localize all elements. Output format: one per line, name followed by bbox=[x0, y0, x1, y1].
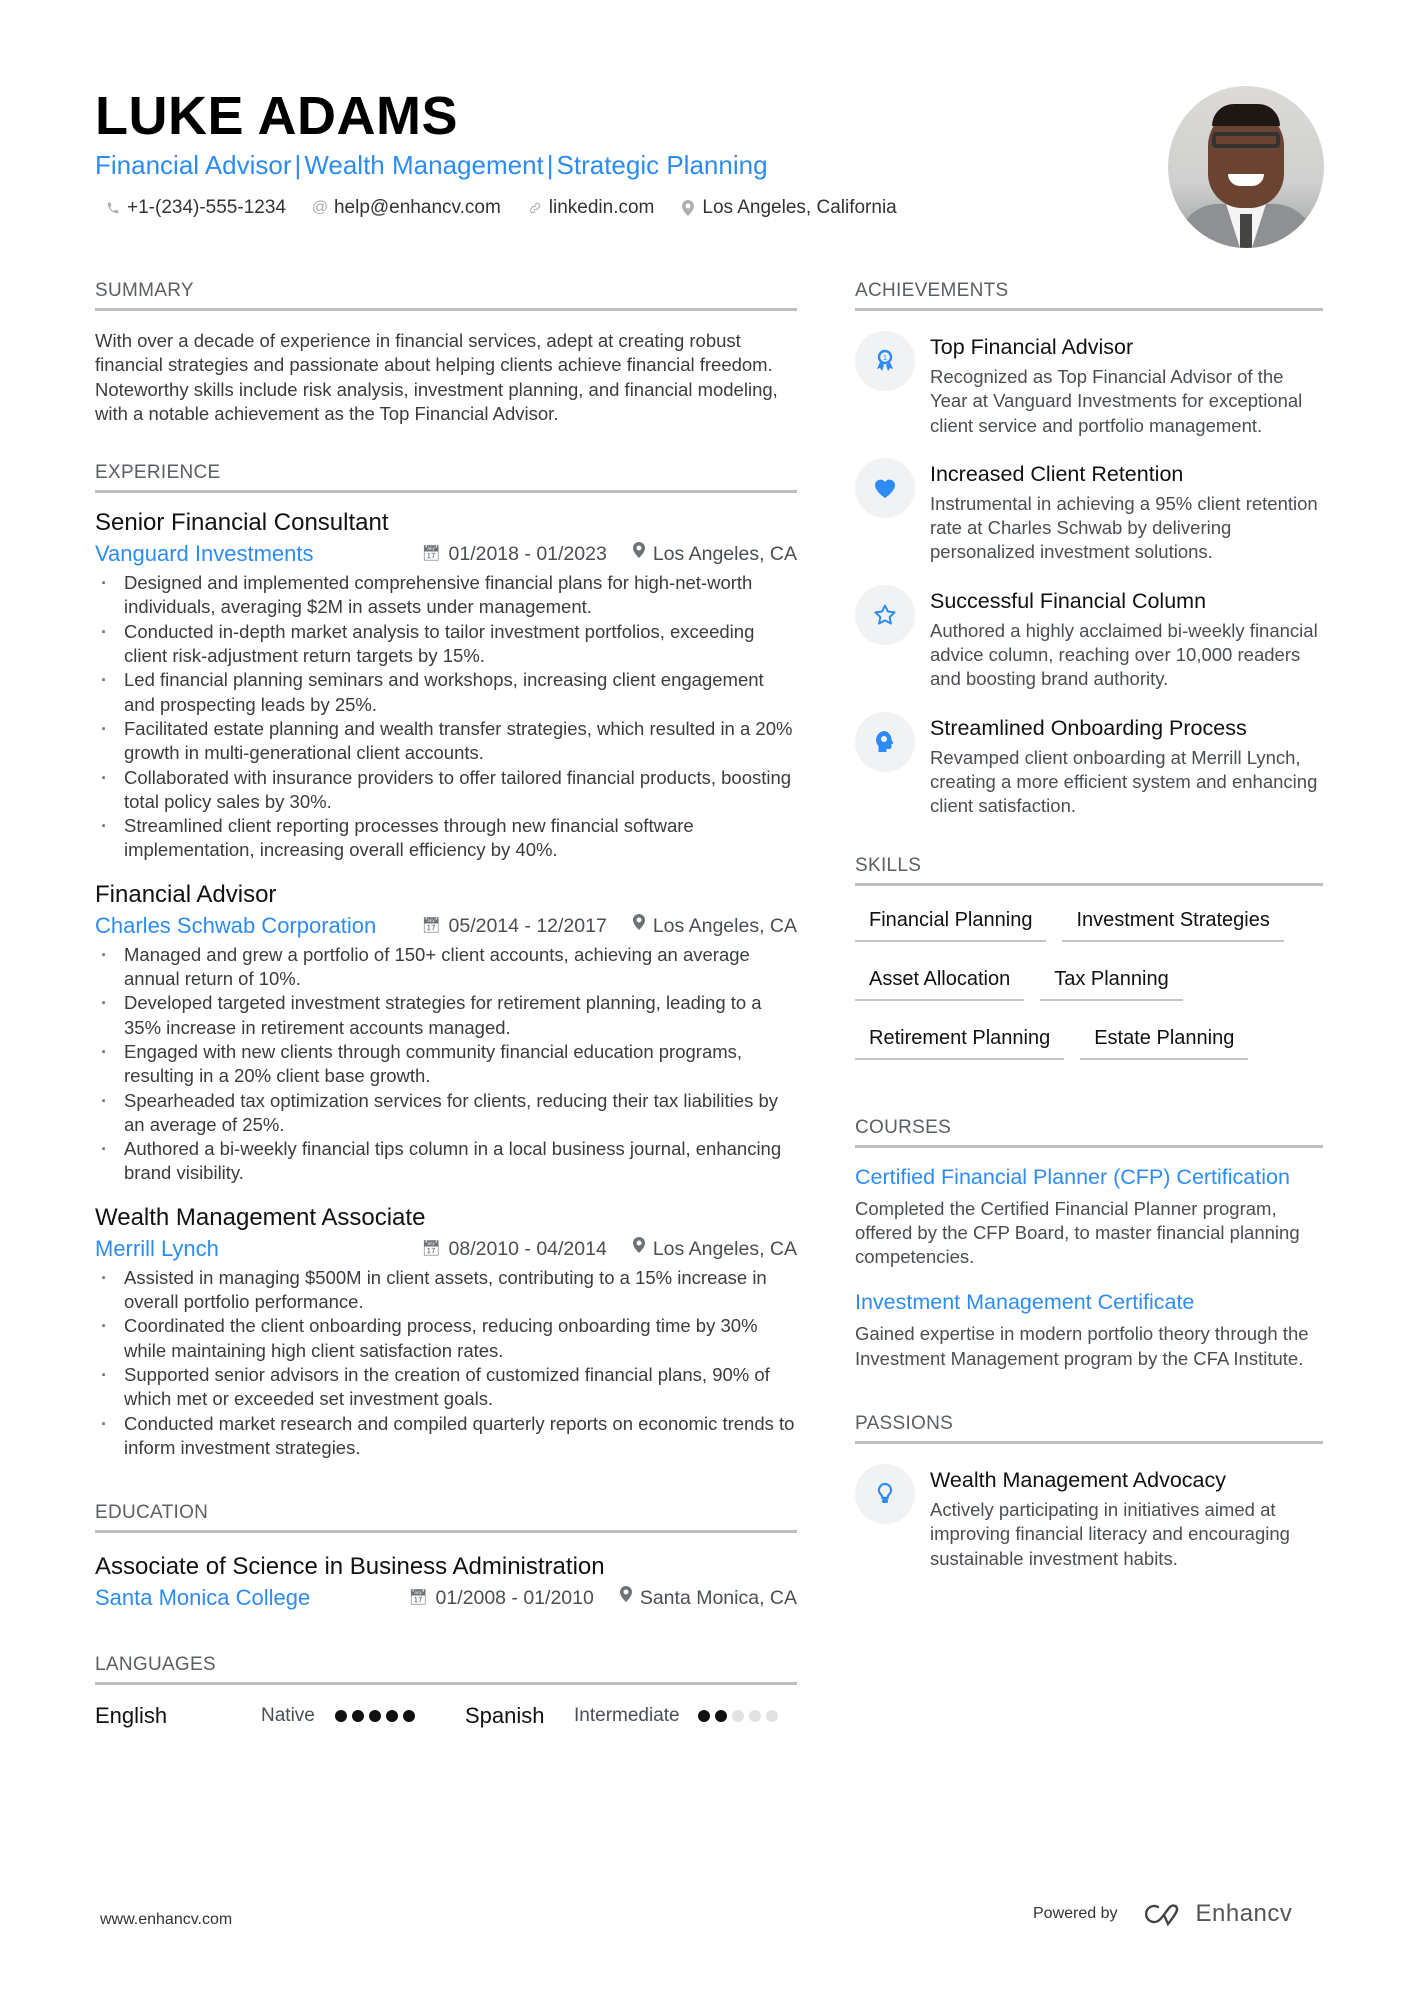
map-pin-icon bbox=[633, 1235, 645, 1263]
bullet: · Conducted market research and compiled quarterly reports on economic trends to inform investment strategies. bbox=[95, 1412, 797, 1461]
bullet: · Developed targeted investment strategies for retirement planning, leading to a 35% increase in retirement accounts managed. bbox=[95, 991, 797, 1040]
achievement-item bbox=[855, 585, 1323, 692]
passion-item bbox=[855, 1464, 1323, 1571]
languages-list bbox=[95, 1701, 797, 1731]
award-ribbon-icon bbox=[855, 331, 915, 391]
headline-role-1: Financial Advisor bbox=[95, 150, 292, 180]
achievement-title: Increased Client Retention bbox=[930, 461, 1184, 486]
courses-section bbox=[855, 1115, 1323, 1371]
job-entry bbox=[95, 1202, 797, 1460]
passion-title: Wealth Management Advocacy bbox=[930, 1468, 1226, 1493]
languages-section bbox=[95, 1652, 797, 1731]
job-bullets bbox=[95, 1266, 797, 1460]
section-title-experience: EXPERIENCE bbox=[95, 460, 797, 493]
achievement-desc: Instrumental in achieving a 95% client retention rate at Charles Schwab by delivering personalized investment solutions. bbox=[930, 492, 1318, 563]
company-name[interactable]: Merrill Lynch bbox=[95, 1235, 219, 1261]
section-title-skills: SKILLS bbox=[855, 853, 1323, 886]
map-pin-icon bbox=[633, 912, 645, 940]
contact-website[interactable] bbox=[527, 196, 655, 220]
proficiency-dots bbox=[335, 1710, 415, 1722]
education-section bbox=[95, 1500, 797, 1612]
job-location: Los Angeles, CA bbox=[652, 1237, 797, 1260]
course-desc: Completed the Certified Financial Planner program, offered by the CFP Board, to master financial planning competencies. bbox=[855, 1197, 1300, 1268]
contact-email[interactable] bbox=[312, 196, 501, 220]
course-title[interactable]: Certified Financial Planner (CFP) Certification bbox=[855, 1164, 1290, 1189]
at-icon: @ bbox=[311, 199, 329, 216]
powered-by-label: Powered by bbox=[1033, 1905, 1118, 1922]
job-dates: 01/2018 - 01/2023 bbox=[448, 543, 607, 566]
calendar-icon: 📅︎ bbox=[421, 916, 441, 934]
link-icon bbox=[527, 201, 543, 215]
achievement-title: Streamlined Onboarding Process bbox=[930, 715, 1247, 740]
achievement-desc: Revamped client onboarding at Merrill Lynch, creating a more efficient system and enhancing client satisfaction. bbox=[930, 746, 1318, 817]
bullet: · Conducted in-depth market analysis to tailor investment portfolios, exceeding client risk-adjustment return targets by 15%. bbox=[95, 620, 797, 669]
contact-phone[interactable] bbox=[105, 196, 286, 220]
calendar-icon: 📅︎ bbox=[408, 1589, 428, 1607]
section-title-courses: COURSES bbox=[855, 1115, 1323, 1148]
degree-title: Associate of Science in Business Administration bbox=[95, 1553, 605, 1581]
job-bullets bbox=[95, 571, 797, 863]
svg-text:1: 1 bbox=[882, 354, 888, 362]
job-dates: 08/2010 - 04/2014 bbox=[448, 1237, 607, 1260]
calendar-icon: 📅︎ bbox=[421, 1239, 441, 1257]
section-title-languages: LANGUAGES bbox=[95, 1652, 797, 1685]
education-location: Santa Monica, CA bbox=[639, 1587, 797, 1610]
summary-section bbox=[95, 278, 797, 426]
headline-separator: | bbox=[294, 150, 302, 180]
skill-tag: Investment Strategies bbox=[1062, 900, 1283, 942]
job-title: Wealth Management Associate bbox=[95, 1203, 426, 1231]
footer-website[interactable]: www.enhancv.com bbox=[100, 1911, 233, 1928]
map-pin-icon bbox=[633, 540, 645, 568]
job-meta bbox=[95, 540, 797, 568]
job-bullets bbox=[95, 943, 797, 1186]
achievement-item bbox=[855, 712, 1323, 819]
enhancv-logo-icon bbox=[1142, 1901, 1188, 1927]
skill-tag: Asset Allocation bbox=[855, 959, 1024, 1001]
achievement-desc: Authored a highly acclaimed bi-weekly financial advice column, reaching over 10,000 readers and boosting brand authority. bbox=[930, 619, 1318, 690]
contact-location bbox=[680, 196, 896, 220]
bullet: · Assisted in managing $500M in client assets, contributing to a 15% increase in overall portfolio performance. bbox=[95, 1266, 797, 1315]
footer-branding bbox=[1033, 1900, 1292, 1928]
skill-tag: Financial Planning bbox=[855, 900, 1046, 942]
bullet: · Coordinated the client onboarding process, reducing onboarding time by 30% while maintaining high client satisfaction rates. bbox=[95, 1314, 797, 1363]
job-location: Los Angeles, CA bbox=[652, 543, 797, 566]
bullet: · Supported senior advisors in the creation of customized financial plans, 90% of which met or exceeded set investment goals. bbox=[95, 1363, 797, 1412]
course-desc: Gained expertise in modern portfolio theory through the Investment Management program by the CFA Institute. bbox=[855, 1323, 1309, 1369]
map-pin-icon bbox=[680, 200, 696, 216]
right-column bbox=[855, 278, 1323, 1603]
achievement-desc: Recognized as Top Financial Advisor of the Year at Vanguard Investments for exceptional client service and portfolio management. bbox=[930, 366, 1303, 436]
school-name[interactable]: Santa Monica College bbox=[95, 1585, 311, 1611]
course-item bbox=[855, 1289, 1323, 1371]
job-dates: 05/2014 - 12/2017 bbox=[448, 914, 607, 937]
job-entry bbox=[95, 879, 797, 1186]
email-text: help@enhancv.com bbox=[333, 197, 501, 218]
left-column bbox=[95, 278, 797, 1763]
headline bbox=[95, 148, 1145, 182]
course-title[interactable]: Investment Management Certificate bbox=[855, 1290, 1195, 1315]
achievement-title: Top Financial Advisor bbox=[930, 335, 1134, 359]
phone-icon bbox=[105, 201, 121, 215]
bullet: · Engaged with new clients through community financial education programs, resulting in a 20% client base growth. bbox=[95, 1040, 797, 1089]
headline-role-3: Strategic Planning bbox=[556, 150, 768, 180]
profile-photo bbox=[1168, 86, 1324, 248]
skills-section bbox=[855, 853, 1323, 1077]
skill-tag: Retirement Planning bbox=[855, 1018, 1064, 1060]
phone-text: +1-(234)-555-1234 bbox=[127, 197, 286, 218]
head-brain-icon bbox=[855, 712, 915, 772]
bullet: · Designed and implemented comprehensive financial plans for high-net-worth individuals, averaging $2M in assets under management. bbox=[95, 571, 797, 620]
experience-section bbox=[95, 460, 797, 1460]
star-icon bbox=[855, 585, 915, 645]
achievements-section bbox=[855, 278, 1323, 819]
education-meta bbox=[95, 1584, 797, 1612]
section-title-summary: SUMMARY bbox=[95, 278, 797, 311]
language-item bbox=[465, 1701, 778, 1731]
course-item bbox=[855, 1164, 1323, 1270]
bullet: · Streamlined client reporting processes through new financial software implementation, increasing overall efficiency by 40%. bbox=[95, 814, 797, 863]
job-meta bbox=[95, 912, 797, 940]
language-level: Native bbox=[261, 1705, 315, 1727]
bullet: · Collaborated with insurance providers to offer tailored financial products, boosting total policy sales by 30%. bbox=[95, 766, 797, 815]
brand-name: Enhancv bbox=[1195, 1900, 1293, 1927]
language-name: Spanish bbox=[465, 1703, 545, 1729]
contact-bar bbox=[95, 196, 1145, 220]
skill-tag: Estate Planning bbox=[1080, 1018, 1248, 1060]
section-title-passions: PASSIONS bbox=[855, 1411, 1323, 1444]
job-location: Los Angeles, CA bbox=[652, 914, 797, 937]
resume-header bbox=[95, 86, 1145, 220]
lightbulb-icon bbox=[855, 1464, 915, 1524]
headline-role-2: Wealth Management bbox=[304, 150, 544, 180]
job-entry bbox=[95, 507, 797, 863]
website-text: linkedin.com bbox=[548, 197, 655, 218]
bullet: · Authored a bi-weekly financial tips column in a local business journal, enhancing brand visibility. bbox=[95, 1137, 797, 1186]
company-name[interactable]: Charles Schwab Corporation bbox=[95, 912, 377, 938]
bullet: · Spearheaded tax optimization services for clients, reducing their tax liabilities by an average of 25%. bbox=[95, 1089, 797, 1138]
candidate-name: LUKE ADAMS bbox=[95, 86, 458, 146]
section-title-achievements: ACHIEVEMENTS bbox=[855, 278, 1323, 311]
skills-list bbox=[855, 900, 1323, 1077]
job-meta bbox=[95, 1235, 797, 1263]
job-title: Financial Advisor bbox=[95, 880, 277, 908]
achievement-title: Successful Financial Column bbox=[930, 588, 1207, 613]
achievement-item bbox=[855, 458, 1323, 565]
headline-separator: | bbox=[546, 150, 554, 180]
language-level: Intermediate bbox=[574, 1705, 680, 1727]
heart-icon bbox=[855, 458, 915, 518]
job-title: Senior Financial Consultant bbox=[95, 509, 389, 537]
company-name[interactable]: Vanguard Investments bbox=[95, 541, 314, 567]
map-pin-icon bbox=[620, 1584, 632, 1612]
location-text: Los Angeles, California bbox=[702, 197, 897, 218]
language-item bbox=[95, 1701, 465, 1731]
education-dates: 01/2008 - 01/2010 bbox=[435, 1587, 594, 1610]
bullet: · Facilitated estate planning and wealth transfer strategies, which resulted in a 20% growth in multi-generational client accounts. bbox=[95, 717, 797, 766]
enhancv-logo[interactable] bbox=[1142, 1900, 1293, 1928]
proficiency-dots bbox=[698, 1710, 778, 1722]
language-name: English bbox=[95, 1703, 168, 1729]
passions-section bbox=[855, 1411, 1323, 1571]
passion-desc: Actively participating in initiatives aimed at improving financial literacy and encouraging sustainable investment habits. bbox=[930, 1499, 1290, 1569]
section-title-education: EDUCATION bbox=[95, 1500, 797, 1533]
skill-tag: Tax Planning bbox=[1040, 959, 1183, 1001]
achievement-item bbox=[855, 331, 1323, 438]
bullet: · Led financial planning seminars and workshops, increasing client engagement and prospecting leads by 25%. bbox=[95, 668, 797, 717]
calendar-icon: 📅︎ bbox=[421, 545, 441, 563]
bullet: · Managed and grew a portfolio of 150+ client accounts, achieving an average annual return of 10%. bbox=[95, 943, 797, 992]
summary-text: With over a decade of experience in financial services, adept at creating robust financial strategies and passionate about helping clients achieve financial freedom. Noteworthy skills include risk analysis, investment planning, and financial modeling, with a notable achievement as the Top Financial Advisor. bbox=[95, 330, 778, 424]
